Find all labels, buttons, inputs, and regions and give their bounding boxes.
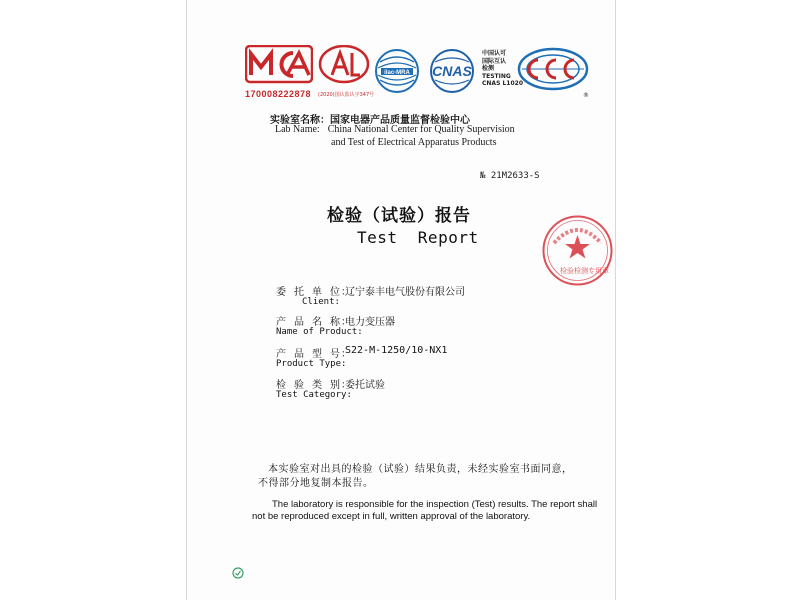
laboratory-name-line2: and Test of Electrical Apparatus Products: [331, 137, 497, 148]
test-category-label-cn: 检 验 类 别：: [276, 380, 353, 391]
seal-text: 检验检测专用章: [560, 267, 609, 275]
cnas-line: CNAS L1020: [482, 80, 524, 87]
report-title-en: Test Report: [357, 228, 479, 247]
laboratory-name-cn: 实验室名称：国家电器产品质量监督检验中心: [270, 115, 470, 126]
cnas-logo: [425, 48, 479, 98]
accreditation-logos: [0, 40, 800, 100]
laboratory-name-en: [275, 124, 515, 135]
inspection-seal: [540, 213, 615, 288]
report-number: № 21M2633-S: [480, 171, 540, 181]
cqc-logo-icon: [516, 46, 590, 92]
page-mark-icon: [232, 567, 244, 579]
product-name-label-en: Name of Product:: [276, 327, 363, 337]
cnas-line: TESTING: [482, 72, 511, 80]
client-value: 辽宁泰丰电气股份有限公司: [345, 287, 465, 298]
laboratory-name-line1: China National Center for Quality Supervision: [327, 124, 515, 135]
ilac-mra-logo-icon: [372, 48, 422, 94]
product-name-label-cn: 产 品 名 称：: [276, 317, 353, 328]
cma-number: 170008222878: [245, 89, 312, 99]
cnas-logo-icon: [425, 48, 479, 94]
cal-logo-icon: [318, 45, 370, 87]
registered-mark: ®: [583, 92, 589, 99]
cal-number: (2020)国认监认字347号: [318, 92, 375, 98]
svg-text:ilac-MRA: ilac-MRA: [384, 70, 410, 76]
cal-logo: [318, 45, 375, 98]
test-category-label-en: Test Category:: [276, 390, 352, 400]
report-title-cn: 检验（试验）报告: [327, 206, 471, 226]
cma-logo-icon: [245, 45, 313, 85]
cnas-line: 国际互认: [482, 57, 507, 65]
ilac-mra-logo: [372, 48, 422, 98]
cma-logo: [245, 45, 313, 99]
page-mark: [232, 564, 244, 576]
notice-en-line2: not be reproduced except in full, written approval of the laboratory.: [252, 511, 531, 522]
cqc-logo: [516, 46, 590, 96]
product-type-label-cn: 产 品 型 号：: [276, 349, 353, 360]
notice-cn-line1: 本实验室对出具的检验（试验）结果负责，未经实验室书面同意，: [268, 464, 573, 475]
client-label-cn: 委 托 单 位：: [276, 287, 353, 298]
laboratory-name-label: Lab Name:: [275, 124, 320, 135]
product-type-value: S22-M-1250/10-NX1: [345, 345, 448, 356]
product-type-label-en: Product Type:: [276, 359, 347, 369]
product-name-value: 电力变压器: [345, 317, 395, 328]
cnas-line: 中国认可: [482, 50, 507, 57]
svg-text:CNAS: CNAS: [432, 63, 472, 79]
red-seal-icon: [540, 213, 615, 288]
notice-en-line1: The laboratory is responsible for the inspection (Test) results. The report shall: [272, 499, 598, 510]
client-label-en: Client:: [302, 297, 340, 307]
cnas-line: 检测: [482, 65, 495, 72]
test-category-value: 委托试验: [345, 380, 385, 391]
notice-cn-line2: 不得部分地复制本报告。: [258, 478, 374, 489]
